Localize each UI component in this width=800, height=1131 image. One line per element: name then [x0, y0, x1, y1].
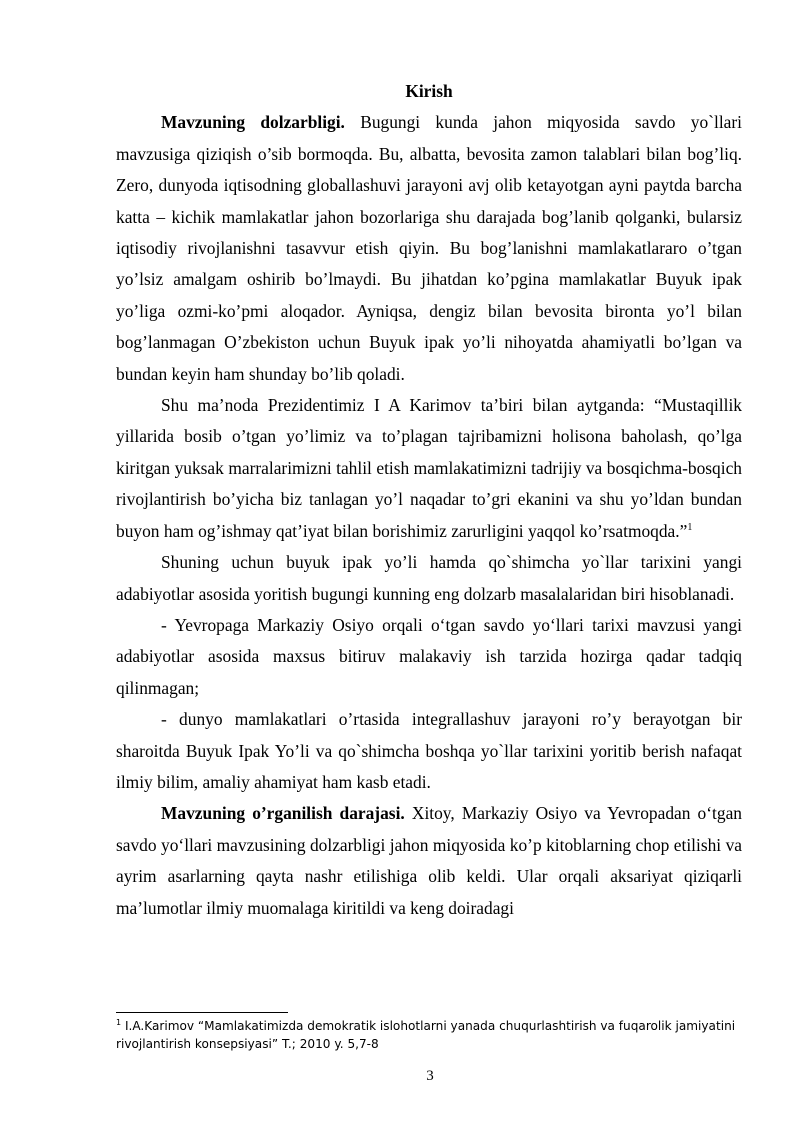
relevance-text: Bugungi kunda jahon miqyosida savdo yo`llari mavzusiga qiziqish o’sib bormoqda. Bu, albatta, bevosita zamon talablari bilan bog’liq. Zero, dunyoda iqtisodning globallashuvi jarayoni avj olib ketayotgan ayni paytda barcha katta – kichik mamlakatlar jahon bozorlariga shu darajada bog’lanib qolganki, bularsiz iqtisodiy rivojlanishni tasavvur etish qiyin. Bu bog’lanishni mamlakatlararo o’tgan yo’lsiz amalgam oshirib bo’lmaydi. Bu jihatdan ko’pgina mamlakatlar Buyuk ipak yo’liga ozmi-ko’pmi aloqador. Ayniqsa, dengiz bilan bevosita bironta yo’l bilan bog’lanmagan O’zbekiston uchun Buyuk ipak yo’li nihoyatda ahamiyatli bo’lgan va bundan keyin ham shunday bo’lib qoladi. [116, 112, 742, 384]
study-level-lead: Mavzuning o’rganilish darajasi. [161, 803, 405, 824]
paragraph-relevance [116, 107, 742, 390]
footnote-reference[interactable]: 1 [687, 521, 693, 533]
study-level-text: Xitoy, Markaziy Osiyo va Yevropadan o‘tgan savdo yo‘llari mavzusining dolzarbligi jahon miqyosida ko’p kitoblarning chop etilishi va ayrim asarlarning qayta nashr etilishiga olib keldi. Ular orqali aksariyat qiziqarli ma’lumotlar ilmiy muomalaga kiritildi va keng doiradagi [116, 803, 742, 918]
page-number: 3 [426, 1068, 434, 1084]
paragraph-quote [116, 390, 742, 547]
footnote-text: I.A.Karimov “Mamlakatimizda demokratik islohotlarni yanada chuqurlashtirish va fuqarolik jamiyatini rivojlantirish konsepsiyasi” T.; 2010 y. 5,7-8 [116, 1019, 736, 1051]
footnote-separator [116, 1012, 288, 1013]
section-heading: Kirish [405, 81, 453, 101]
paragraph-importance: Shuning uchun buyuk ipak yo’li hamda qo`shimcha yo`llar tarixini yangi adabiyotlar asosida yoritish bugungi kunning eng dolzarb masalalaridan biri hisoblanadi. [116, 552, 742, 604]
paragraph-study-level [116, 798, 742, 924]
paragraph-point-one: - Yevropaga Markaziy Osiyo orqali o‘tgan savdo yo‘llari tarixi mavzusi yangi adabiyotlar asosida maxsus bitiruv malakaviy ish tarzida hozirga qadar tadqiq qilinmagan; [116, 614, 742, 698]
paragraph-point-two: - dunyo mamlakatlari o’rtasida integrallashuv jarayoni ro’y berayotgan bir sharoitda Buyuk Ipak Yo’li va qo`shimcha boshqa yo`llar tarixini yoritib berish nafaqat ilmiy bilim, amaliy ahamiyat ham kasb etadi. [116, 709, 742, 792]
body-text [116, 76, 742, 924]
footnote-marker: 1 [116, 1017, 122, 1027]
quote-text: Shu ma’noda Prezidentimiz I A Karimov ta’biri bilan aytganda: “Mustaqillik yillarida bosib o’tgan yo’limiz va to’plagan tajribamizni holisona baholash, qo’lga kiritgan yuksak marralarimizni tahlil etish mamlakatimizni tadrijiy va bosqichma-bosqich rivojlantirish bo’yicha biz tanlagan yo’l naqadar to’gri ekanini va shu yo’ldan bundan buyon ham og’ishmay qat’iyat bilan borishimiz zarurligini yaqqol ko’rsatmoqda.” [116, 395, 742, 541]
relevance-lead: Mavzuning dolzarbligi. [161, 112, 345, 133]
footnote [116, 1017, 742, 1053]
